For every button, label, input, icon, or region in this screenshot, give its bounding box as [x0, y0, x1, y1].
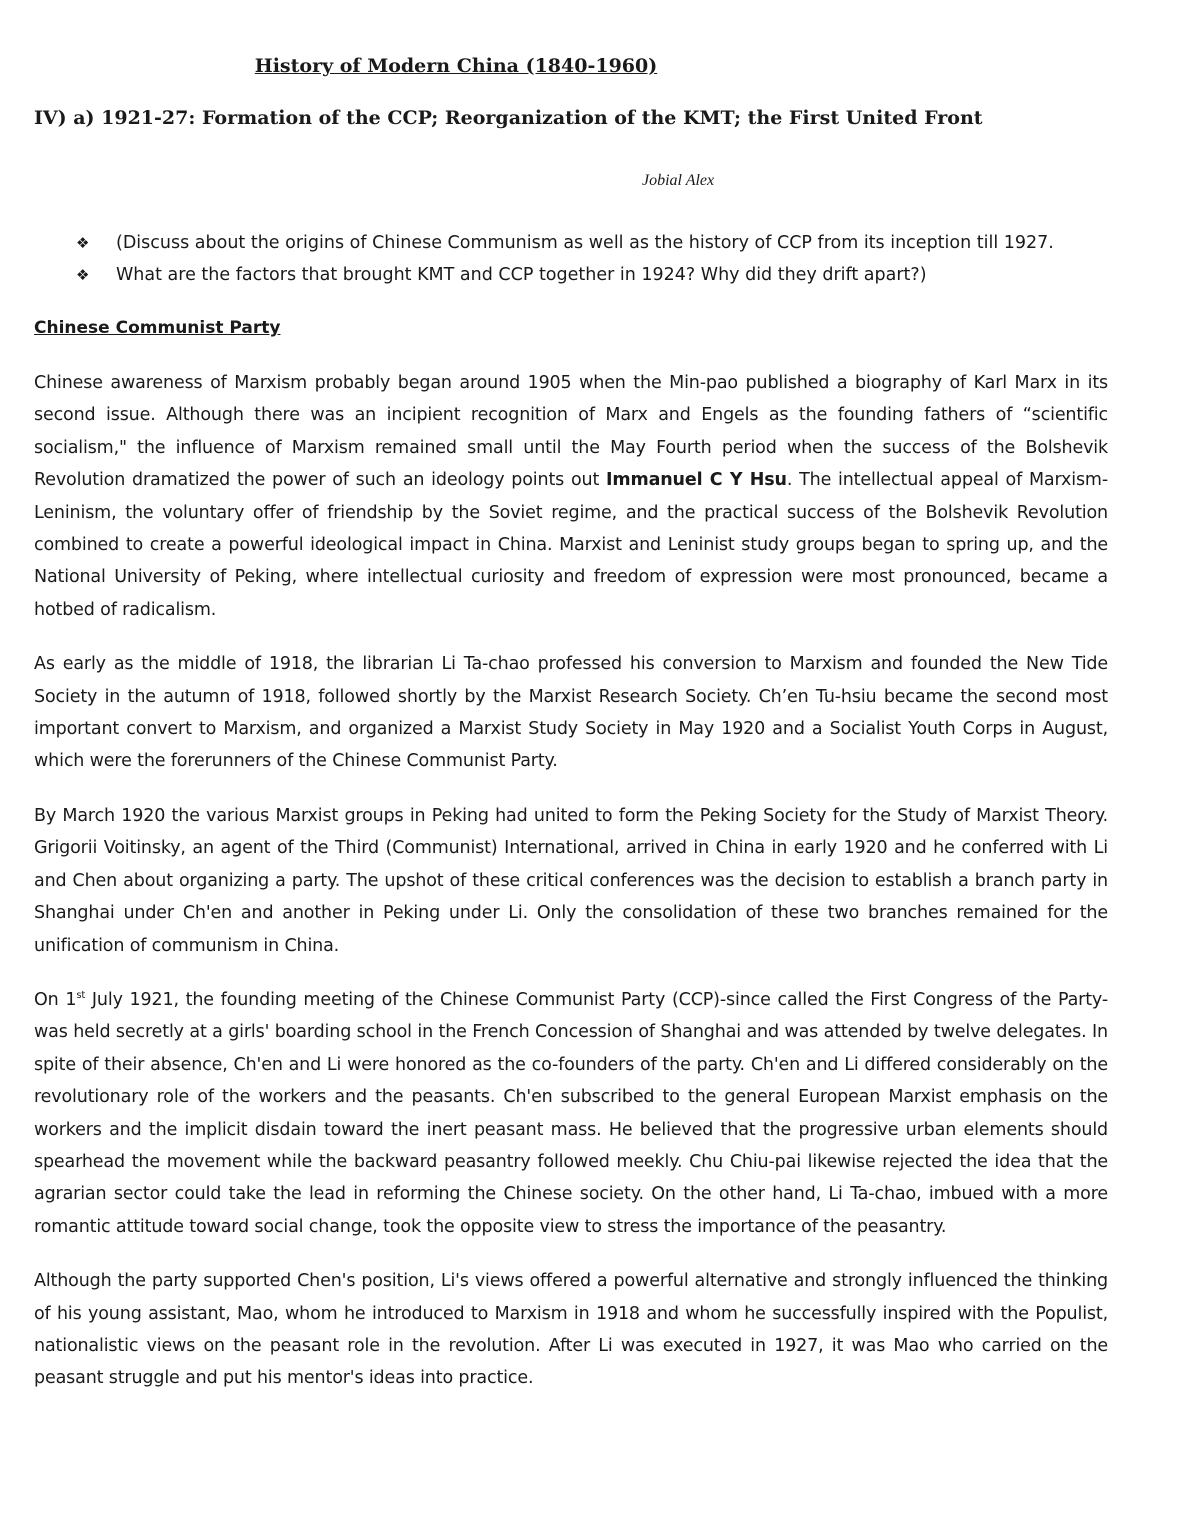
paragraph-5: Although the party supported Chen's position, Li's views offered a powerful alternative and strongly influenced the thinking of his young assistant, Mao, whom he introduced to Marxism in 1918 and whom he successfully inspired with the Populist, nationalistic views on the peasant role in the revolution. After Li was executed in 1927, it was Mao who carried on the peasant struggle and put his mentor's ideas into practice. — [34, 1271, 1108, 1389]
body-text — [34, 367, 1108, 1417]
section-heading: IV) a) 1921-27: Formation of the CCP; Reorganization of the KMT; the First United Front — [34, 107, 983, 129]
question-item — [76, 259, 1054, 291]
sub-heading: Chinese Communist Party — [34, 318, 281, 338]
paragraph-text: . The intellectual appeal of Marxism-Leninism, the voluntary offer of friendship by the Soviet regime, and the practical success of the Bolshevik Revolution combined to create a powerful ideological impact in China. Marxist and Leninist study groups began to spring up, and the National University of Peking, where intellectual curiosity and freedom of expression were most pronounced, became a hotbed of radicalism. — [34, 470, 1108, 620]
ordinal-superscript: st — [76, 990, 86, 1002]
paragraph-2: As early as the middle of 1918, the librarian Li Ta-chao professed his conversion to Marxism and founded the New Tide Society in the autumn of 1918, followed shortly by the Marxist Research Society. Ch’en Tu-hsiu became the second most important convert to Marxism, and organized a Marxist Study Society in May 1920 and a Socialist Youth Corps in August, which were the forerunners of the Chinese Communist Party. — [34, 654, 1108, 772]
author-name: Jobial Alex — [642, 172, 715, 189]
paragraph-text: On 1 — [34, 989, 77, 1010]
question-text: (Discuss about the origins of Chinese Communism as well as the history of CCP from its inception till 1927. — [116, 233, 1054, 253]
question-item — [76, 227, 1054, 259]
question-list — [76, 227, 1054, 291]
author-reference: Immanuel C Y Hsu — [606, 470, 787, 491]
paragraph-text: July 1921, the founding meeting of the Chinese Communist Party (CCP)-since called the First Congress of the Party-was held secretly at a girls' boarding school in the French Concession of Shanghai and was attended by twelve delegates. In spite of their absence, Ch'en and Li were honored as the co-founders of the party. Ch'en and Li differed considerably on the revolutionary role of the workers and the peasants. Ch'en subscribed to the general European Marxist emphasis on the workers and the implicit disdain toward the inert peasant mass. He believed that the progressive urban elements should spearhead the movement while the backward peasantry followed meekly. Chu Chiu-pai likewise rejected the idea that the agrarian sector could take the lead in reforming the Chinese society. On the other hand, Li Ta-chao, imbued with a more romantic attitude toward social change, took the opposite view to stress the importance of the peasantry. — [34, 989, 1108, 1237]
document-title: History of Modern China (1840-1960) — [254, 55, 658, 77]
paragraph-4 — [34, 984, 1108, 1243]
paragraph-3: By March 1920 the various Marxist groups in Peking had united to form the Peking Society for the Study of Marxist Theory. Grigorii Voitinsky, an agent of the Third (Communist) International, arrived in China in early 1920 and he conferred with Li and Chen about organizing a party. The upshot of these critical conferences was the decision to establish a branch party in Shanghai under Ch'en and another in Peking under Li. Only the consolidation of these two branches remained for the unification of communism in China. — [34, 805, 1108, 956]
diamond-bullet-icon: ❖ — [76, 266, 90, 284]
paragraph-1 — [34, 367, 1108, 626]
question-text: What are the factors that brought KMT and CCP together in 1924? Why did they drift apart?) — [116, 265, 927, 285]
diamond-bullet-icon: ❖ — [76, 234, 90, 252]
paragraph-text: Chinese awareness of Marxism probably began around 1905 when the Min-pao published a biography of Karl Marx in its second issue. Although there was an incipient recognition of Marx and Engels as the founding fathers of “scientific socialism," the influence of Marxism remained small until the May Fourth period when the success of the Bolshevik Revolution dramatized the power of such an ideology points out — [34, 373, 1108, 491]
